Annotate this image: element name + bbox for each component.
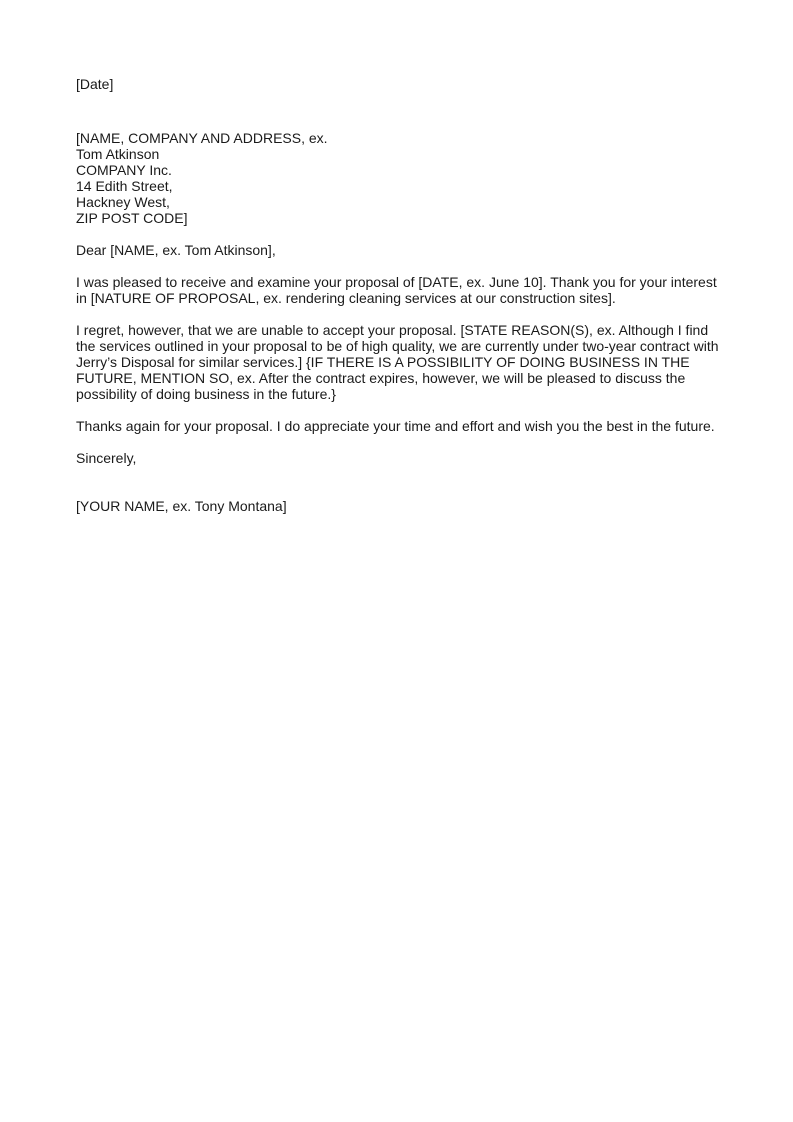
closing-text: Sincerely, bbox=[76, 450, 137, 466]
signature-name: [YOUR NAME, ex. Tony Montana] bbox=[76, 498, 287, 514]
address-line: Tom Atkinson bbox=[76, 146, 160, 162]
paragraph-rejection bbox=[76, 322, 726, 402]
paragraph-line: in [NATURE OF PROPOSAL, ex. rendering cleaning services at our construction sites]. bbox=[76, 290, 616, 306]
letter-date bbox=[76, 76, 726, 92]
address-line: [NAME, COMPANY AND ADDRESS, ex. bbox=[76, 130, 328, 146]
address-line: Hackney West, bbox=[76, 194, 170, 210]
address-line: COMPANY Inc. bbox=[76, 162, 172, 178]
address-line: ZIP POST CODE] bbox=[76, 210, 188, 226]
paragraph-line: I was pleased to receive and examine your proposal of [DATE, ex. June 10]. Thank you for your interest bbox=[76, 274, 717, 290]
paragraph-line: the services outlined in your proposal to be of high quality, we are currently under two-year contract with bbox=[76, 338, 719, 354]
salutation bbox=[76, 242, 726, 258]
letter-body bbox=[76, 76, 726, 514]
paragraph-thanks bbox=[76, 418, 726, 434]
address-line: 14 Edith Street, bbox=[76, 178, 173, 194]
paragraph-line: I regret, however, that we are unable to accept your proposal. [STATE REASON(S), ex. Although I find bbox=[76, 322, 709, 338]
paragraph-line: Thanks again for your proposal. I do appreciate your time and effort and wish you the best in the future. bbox=[76, 418, 715, 434]
recipient-address bbox=[76, 130, 726, 226]
paragraph-line: possibility of doing business in the future.} bbox=[76, 386, 336, 402]
paragraph-intro bbox=[76, 274, 726, 306]
signature bbox=[76, 498, 726, 514]
date-text: [Date] bbox=[76, 76, 114, 92]
paragraph-line: FUTURE, MENTION SO, ex. After the contract expires, however, we will be pleased to discuss the bbox=[76, 370, 686, 386]
paragraph-line: Jerry’s Disposal for similar services.] {IF THERE IS A POSSIBILITY OF DOING BUSINESS IN THE bbox=[76, 354, 690, 370]
salutation-text: Dear [NAME, ex. Tom Atkinson], bbox=[76, 242, 276, 258]
closing bbox=[76, 450, 726, 466]
